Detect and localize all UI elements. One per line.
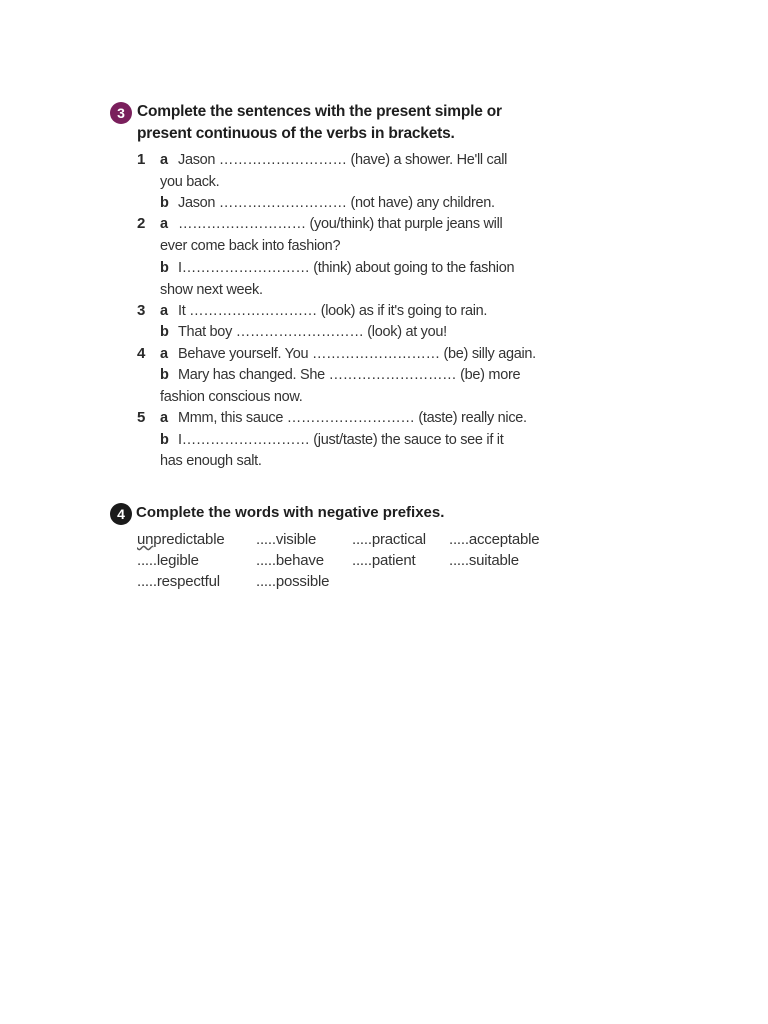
word-prefix-item: .....respectful <box>137 573 220 590</box>
item-letter: b <box>160 367 169 383</box>
sentence-line: I……………………… (just/taste) the sauce to see if it <box>178 432 504 448</box>
item-number: 4 <box>137 345 146 362</box>
word-prefix-item: .....possible <box>256 573 330 590</box>
word-prefix-item: .....patient <box>352 552 416 569</box>
item-letter: b <box>160 260 169 276</box>
sentence-line: It ……………………… (look) as if it's going to rain. <box>178 303 488 319</box>
word-prefix-item: .....visible <box>256 531 317 548</box>
item-number: 2 <box>137 215 146 232</box>
sentence-line: Mary has changed. She ……………………… (be) more <box>178 367 521 383</box>
item-letter: a <box>160 152 169 168</box>
word-prefix-item <box>137 530 224 550</box>
sentence-line: Jason ……………………… (have) a shower. He'll call <box>178 152 508 168</box>
word-stem: predictable <box>153 531 225 548</box>
sentence-line: ever come back into fashion? <box>160 238 341 254</box>
word-prefix-item: .....suitable <box>449 552 519 569</box>
item-letter: a <box>160 303 169 319</box>
handwritten-answer: un <box>137 531 154 548</box>
exercise-3-heading-line-2: present continuous of the verbs in brackets. <box>137 125 455 142</box>
item-number: 3 <box>137 302 146 319</box>
word-prefix-item: .....practical <box>352 531 426 548</box>
item-letter: a <box>160 216 169 232</box>
item-letter: b <box>160 324 169 340</box>
word-prefix-item: .....legible <box>137 552 199 569</box>
word-prefix-item: .....acceptable <box>449 531 540 548</box>
sentence-line: you back. <box>160 174 220 190</box>
sentence-line: I……………………… (think) about going to the fashion <box>178 260 515 276</box>
exercise-4-heading: Complete the words with negative prefixes. <box>136 504 445 521</box>
exercise-3-heading-line-1: Complete the sentences with the present simple or <box>137 103 502 120</box>
item-letter: b <box>160 195 169 211</box>
sentence-line: show next week. <box>160 282 263 298</box>
item-letter: b <box>160 432 169 448</box>
sentence-line: That boy ……………………… (look) at you! <box>178 324 447 340</box>
sentence-line: Mmm, this sauce ……………………… (taste) really nice. <box>178 410 527 426</box>
word-prefix-item: .....behave <box>256 552 324 569</box>
item-number: 5 <box>137 409 146 426</box>
sentence-line: has enough salt. <box>160 453 262 469</box>
sentence-line: Jason ……………………… (not have) any children. <box>178 195 495 211</box>
sentence-line: Behave yourself. You ……………………… (be) silly again. <box>178 346 536 362</box>
item-letter: a <box>160 346 169 362</box>
sentence-line: ……………………… (you/think) that purple jeans will <box>178 216 503 232</box>
item-letter: a <box>160 410 169 426</box>
sentence-line: fashion conscious now. <box>160 389 303 405</box>
item-number: 1 <box>137 151 146 168</box>
exercise-3-number-badge: 3 <box>110 102 132 124</box>
exercise-4-number-badge: 4 <box>110 503 132 525</box>
